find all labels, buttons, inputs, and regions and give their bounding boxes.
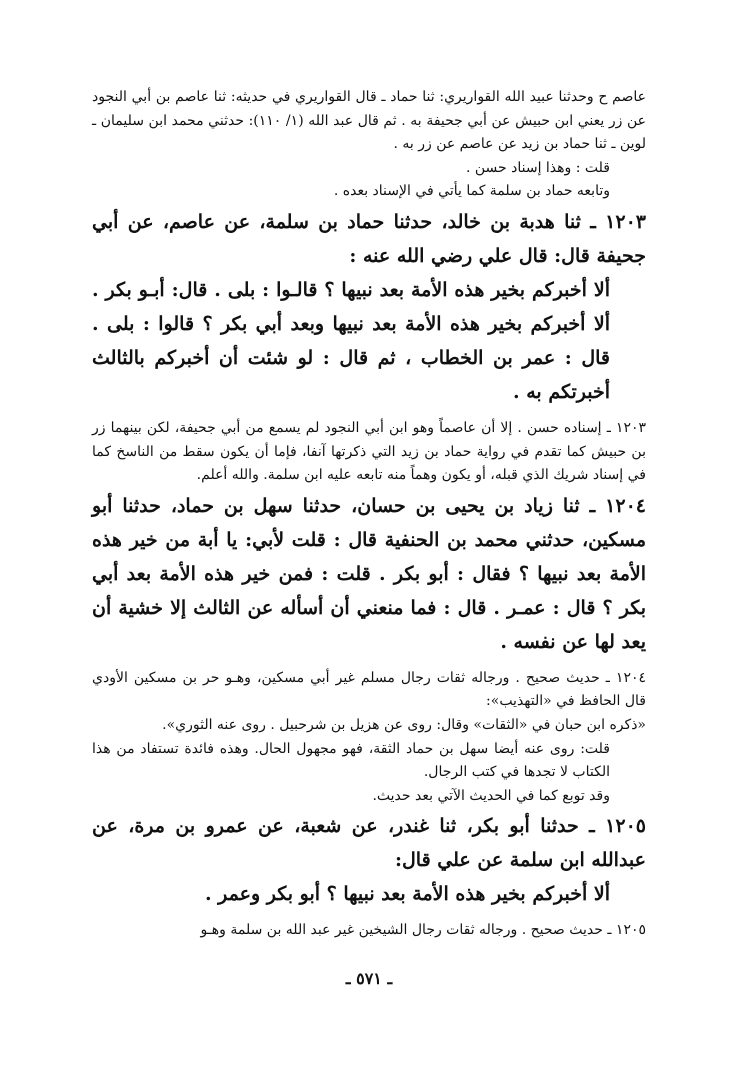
text-block-3: وتابعه حماد بن سلمة كما يأتي في الإسناد بعده .	[333, 183, 610, 200]
hadith-1204: ١٢٠٤ ـ ثنا زياد بن يحيى بن حسان، حدثنا سهل بن حماد، حدثنا أبو مسكين، حدثني محمد بن الحنفية قال : قلت لأبي: يا أبة من خير هذه الأمة بعد نبيها ؟ فقال : أبو بكر . قلت : فمن خير هذه الأمة بعد أبي بكر ؟ قال : عمـر . قال : فما منعني أن أسأله عن الثالث إلا خشية أن يعد لها عن نفسه .	[92, 494, 646, 653]
commentary-1204-followup: وقد توبع كما في الحديث الآتي بعد حديث.	[372, 787, 610, 804]
page-number: ـ ٥٧١ ـ	[345, 969, 393, 988]
commentary-1204-quote: «ذكره ابن حبان في «الثقات» وقال: روى عن هزيل بن شرحبيل . روى عنه الثوري».	[162, 716, 646, 733]
page-body	[92, 86, 646, 943]
hadith-1203-matn: ألا أخبركم بخير هذه الأمة بعد نبيها ؟ قالـوا : بلى . قال: أبـو بكر . ألا أخبركم بخير هذه الأمة بعد نبيها وبعد أبي بكر ؟ قالوا : بلى . قال : عمر بن الخطاب ، ثم قال : لو شئت أن أخبركم بالثالث أخبرتكم به .	[92, 278, 610, 403]
hadith-1205-isnad: ١٢٠٥ ـ حدثنا أبو بكر، ثنا غندر، عن شعبة، عن عمرو بن مرة، عن عبدالله ابن سلمة عن علي قال:	[92, 815, 646, 872]
hadith-1203-isnad: ١٢٠٣ ـ ثنا هدبة بن خالد، حدثنا حماد بن سلمة، عن عاصم، عن أبي جحيفة قال: قال علي رضي الله عنه :	[92, 210, 646, 267]
commentary-1205: ١٢٠٥ ـ حديث صحيح . ورجاله ثقات رجال الشيخين غير عبد الله بن سلمة وهـو	[200, 922, 646, 939]
text-block-2: قلت : وهذا إسناد حسن .	[465, 159, 610, 176]
hadith-1205-matn: ألا أخبركم بخير هذه الأمة بعد نبيها ؟ أبو بكر وعمر .	[204, 883, 610, 906]
text-block-1: عاصم ح وحدثنا عبيد الله القواريري: ثنا حماد ـ قال القواريري في حديثه: ثنا عاصم بن أبي النجود عن زر يعني ابن حبيش عن أبي جحيفة به . ثم قال عبد الله (١/ ١١٠): حدثني محمد ابن سليمان ـ لوين ـ ثنا حماد بن زيد عن عاصم عن زر به .	[92, 89, 646, 153]
commentary-1204-note: قلت: روى عنه أيضا سهل بن حماد الثقة، فهو مجهول الحال. وهذه فائدة تستفاد من هذا الكتاب لا تجدها في كتب الرجال.	[92, 740, 610, 781]
commentary-1204: ١٢٠٤ ـ حديث صحيح . ورجاله ثقات رجال مسلم غير أبي مسكين، وهـو حر بن مسكين الأودي قال الحافظ في «التهذيب»:	[92, 669, 646, 710]
commentary-1203: ١٢٠٣ ـ إسناده حسن . إلا أن عاصماً وهو ابن أبي النجود لم يسمع من أبي جحيفة، لكن بينهما زر بن حبيش كما تقدم في رواية حماد بن زيد التي ذكرتها آنفا، فإما أن يكون سقط من الناسخ كما في إسناد شريك الذي قبله، أو يكون وهماً منه تابعه عليه ابن سلمة. والله أعلم.	[92, 419, 646, 484]
